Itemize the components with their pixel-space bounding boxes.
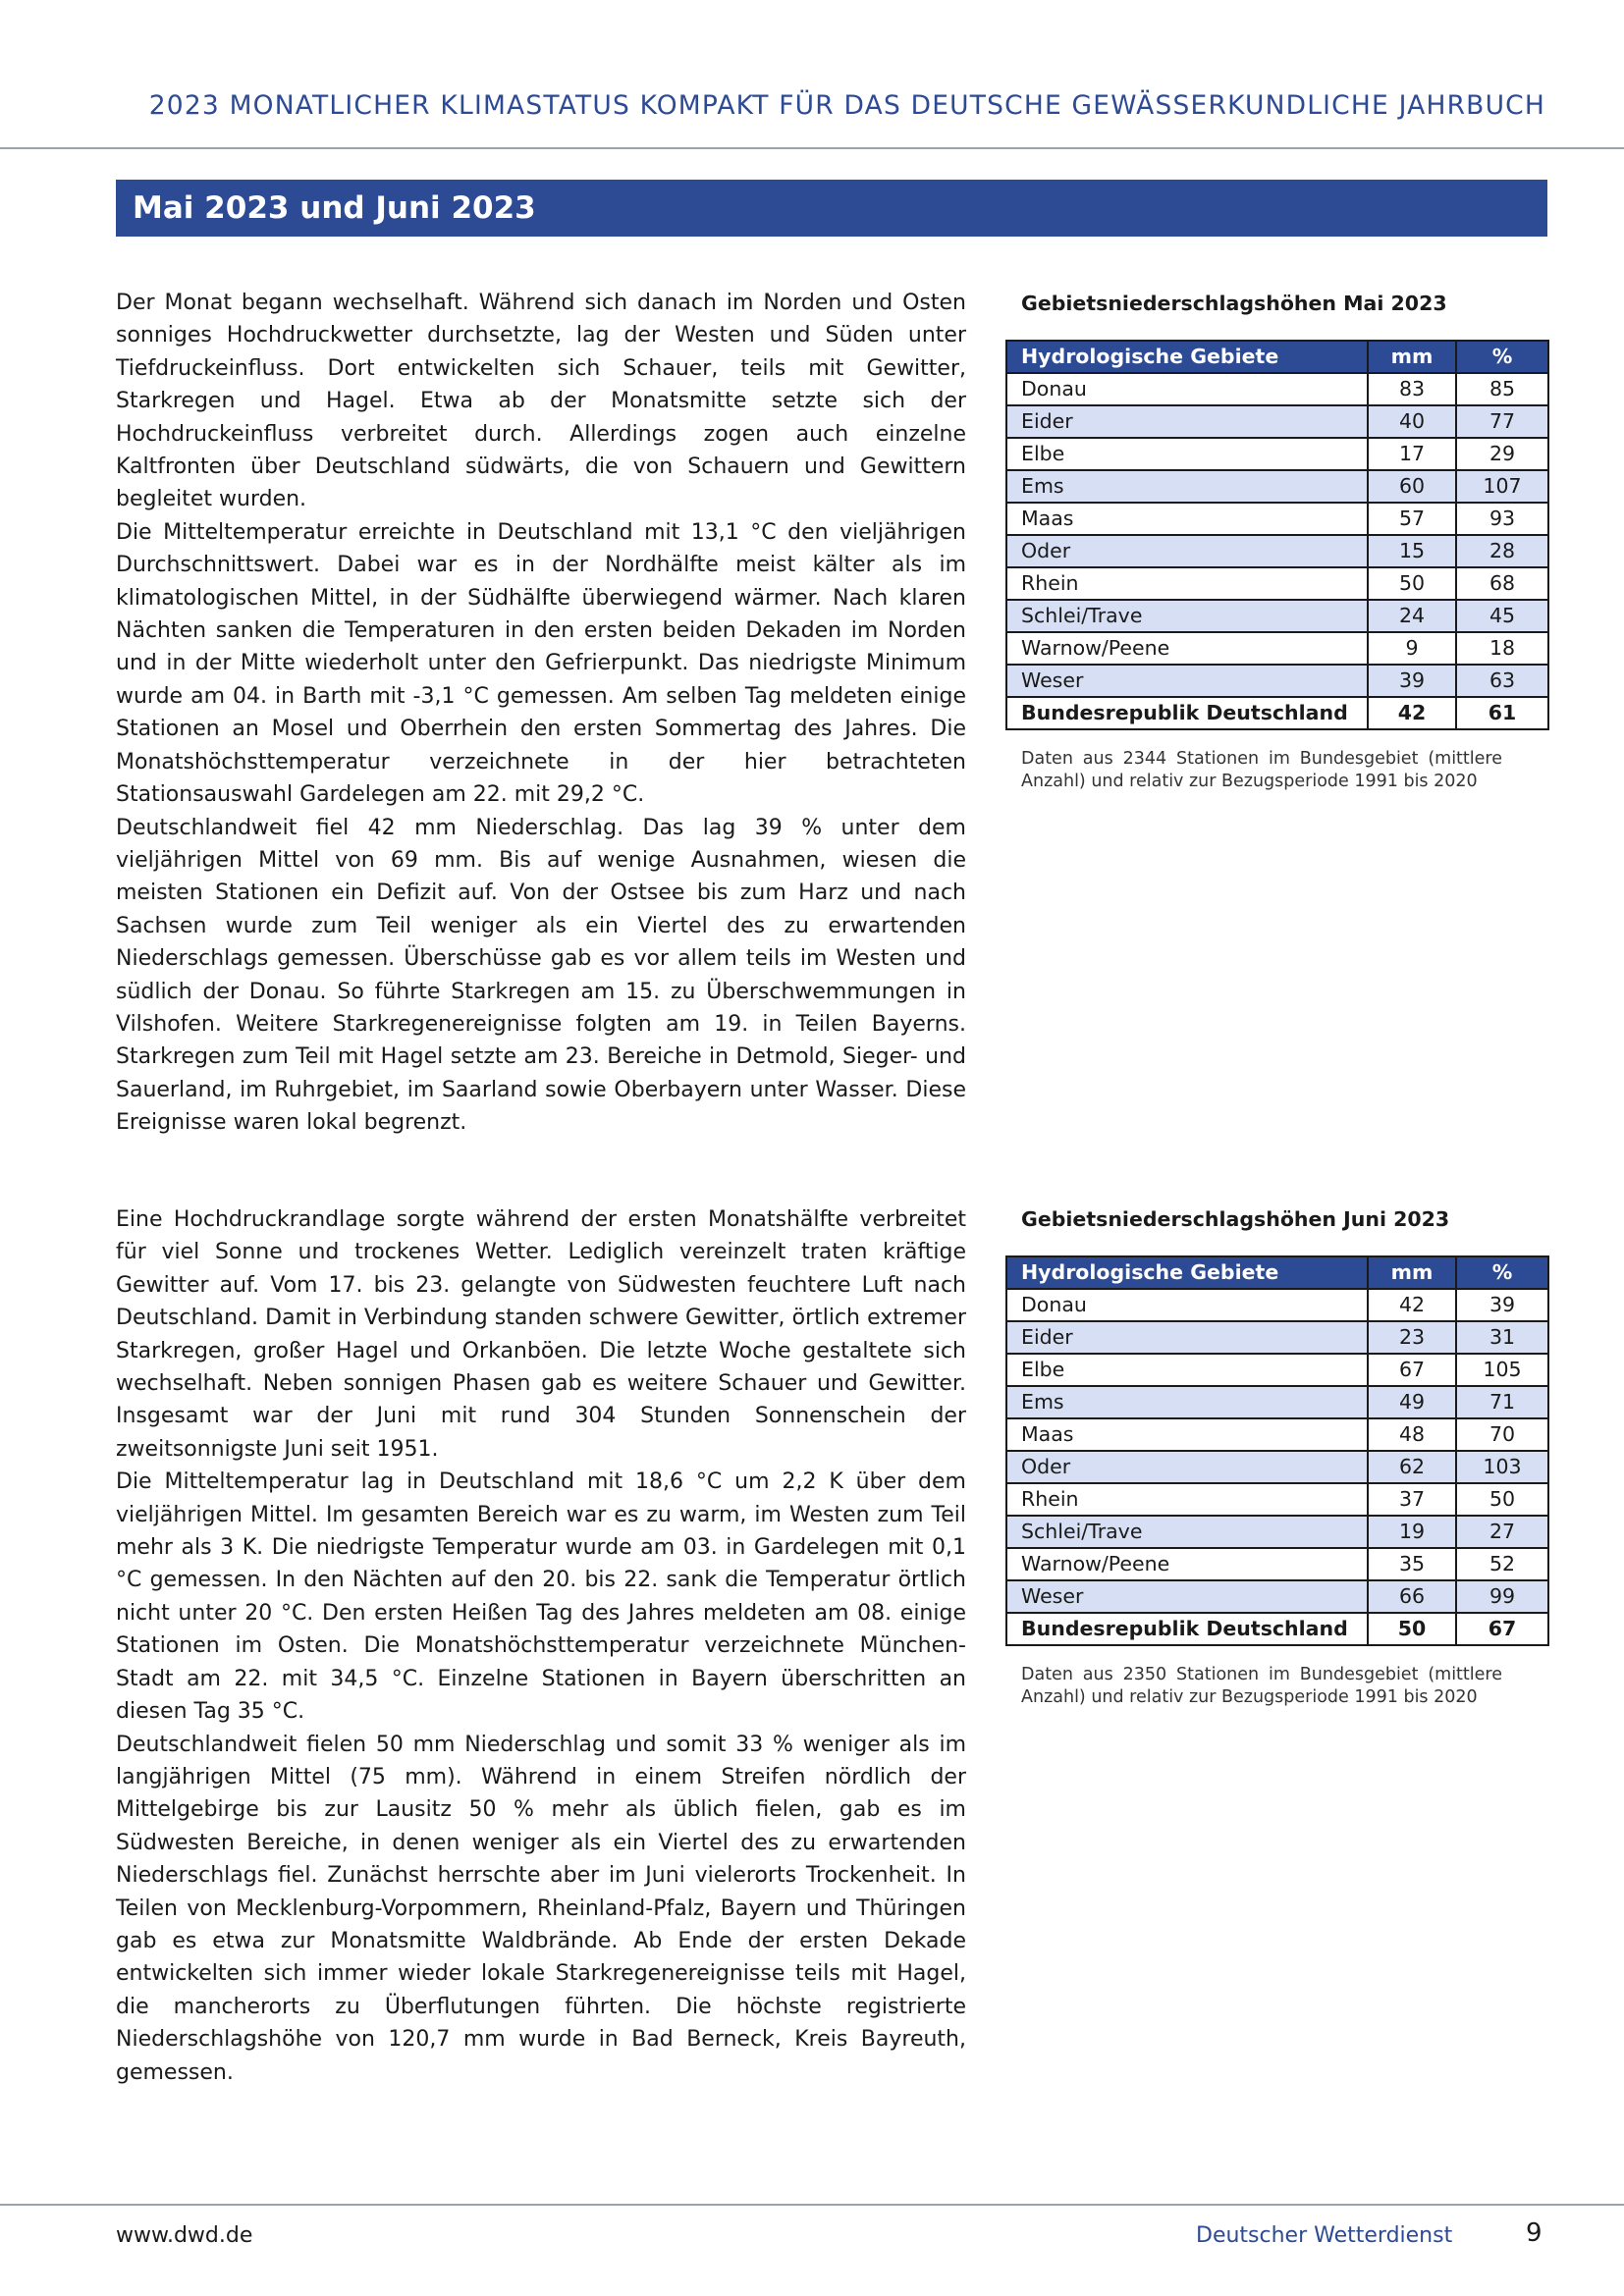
table-row <box>1006 405 1548 438</box>
value-mm: 66 <box>1368 1580 1456 1613</box>
value-percent: 50 <box>1456 1483 1548 1516</box>
area-name: Warnow/Peene <box>1006 1548 1368 1580</box>
table-row <box>1006 438 1548 470</box>
area-name: Weser <box>1006 665 1368 697</box>
area-name: Eider <box>1006 1321 1368 1354</box>
table-row <box>1006 503 1548 535</box>
value-mm: 48 <box>1368 1418 1456 1451</box>
area-name: Warnow/Peene <box>1006 632 1368 665</box>
value-mm: 67 <box>1368 1354 1456 1386</box>
value-mm: 83 <box>1368 373 1456 405</box>
mai-table-note: Daten aus 2344 Stationen im Bundesgebiet (mittlere Anzahl) und relativ zur Bezugsperiode 1991 bis 2020 <box>1021 749 1502 791</box>
mai-paragraph-temperature: Die Mitteltemperatur erreichte in Deutschland mit 13,1 °C den vieljährigen Durchschnittswert. Dabei war es in der Nordhälfte meist kälter als im klimatologischen Mittel, in der Südhälfte überwiegend wärmer. Nach klaren Nächten sanken die Temperaturen in den ersten beiden Dekaden im Norden und in der Mitte wiederholt unter den Gefrierpunkt. Das niedrigste Minimum wurde am 04. in Barth mit -3,1 °C gemessen. Am selben Tag meldeten einige Stationen an Mosel und Oberrhein den ersten Sommertag des Jahres. Die Monatshöchsttemperatur verzeichnete in der hier betrachteten Stationsauswahl Gardelegen am 22. mit 29,2 °C. <box>116 519 966 808</box>
value-mm: 62 <box>1368 1451 1456 1483</box>
table-row <box>1006 1548 1548 1580</box>
juni-paragraph-temperature: Die Mitteltemperatur lag in Deutschland mit 18,6 °C um 2,2 K über dem vieljährigen Mittel. Im gesamten Bereich war es zu warm, im Westen zum Teil mehr als 3 K. Die niedrigste Temperatur wurde am 03. in Gardelegen mit 0,1 °C gemessen. In den Nächten auf den 20. bis 22. sank die Temperatur örtlich nicht unter 20 °C. Den ersten Heißen Tag des Jahres meldeten am 08. einige Stationen im Osten. Die Monatshöchsttemperatur verzeichnete München-Stadt am 22. mit 34,5 °C. Einzelne Stationen in Bayern überschritten an diesen Tag 35 °C. <box>116 1469 966 1725</box>
area-name: Oder <box>1006 1451 1368 1483</box>
area-name: Maas <box>1006 503 1368 535</box>
value-percent: 45 <box>1456 600 1548 632</box>
juni-precipitation-table <box>1005 1255 1549 1646</box>
value-percent: 93 <box>1456 503 1548 535</box>
section-title: Mai 2023 und Juni 2023 <box>133 190 536 226</box>
area-name: Donau <box>1006 373 1368 405</box>
area-name: Schlei/Trave <box>1006 1516 1368 1548</box>
mai-paragraph-precipitation: Deutschlandweit fiel 42 mm Niederschlag. Das lag 39 % unter dem vieljährigen Mittel von 69 mm. Bis auf wenige Ausnahmen, wiesen die meisten Stationen ein Defizit auf. Von der Ostsee bis zum Harz und nach Sachsen wurde zum Teil weniger als ein Viertel des zu erwartenden Niederschlags gemessen. Überschüsse gab es vor allem teils im Westen und südlich der Donau. So führte Starkregen am 15. zu Überschwemmungen in Vilshofen. Weitere Starkregenereignisse folgten am 19. in Teilen Bayerns. Starkregen zum Teil mit Hagel setzte am 23. Bereiche in Detmold, Sieger- und Sauerland, im Ruhrgebiet, im Saarland sowie Oberbayern unter Wasser. Diese Ereignisse waren lokal begrenzt. <box>116 815 966 1136</box>
column-header-percent: % <box>1456 1256 1548 1289</box>
table-header-row <box>1006 341 1548 373</box>
area-name: Elbe <box>1006 438 1368 470</box>
column-header-area: Hydrologische Gebiete <box>1006 1256 1368 1289</box>
value-percent: 29 <box>1456 438 1548 470</box>
value-percent: 99 <box>1456 1580 1548 1613</box>
footer-divider <box>0 2204 1624 2206</box>
value-percent: 18 <box>1456 632 1548 665</box>
table-row <box>1006 1451 1548 1483</box>
total-value-percent: 61 <box>1456 697 1548 729</box>
value-percent: 31 <box>1456 1321 1548 1354</box>
area-name: Maas <box>1006 1418 1368 1451</box>
table-row <box>1006 1418 1548 1451</box>
value-percent: 71 <box>1456 1386 1548 1418</box>
value-percent: 105 <box>1456 1354 1548 1386</box>
value-percent: 103 <box>1456 1451 1548 1483</box>
juni-table-caption: Gebietsniederschlagshöhen Juni 2023 <box>1021 1207 1450 1231</box>
mai-precipitation-table <box>1005 340 1549 730</box>
value-mm: 42 <box>1368 1289 1456 1321</box>
value-mm: 57 <box>1368 503 1456 535</box>
value-percent: 28 <box>1456 535 1548 567</box>
juni-paragraph-weather: Eine Hochdruckrandlage sorgte während der ersten Monatshälfte verbreitet für viel Sonne und trockenes Wetter. Lediglich vereinzelt traten kräftige Gewitter auf. Vom 17. bis 23. gelangte von Südwesten feuchtere Luft nach Deutschland. Damit in Verbindung standen schwere Gewitter, örtlich extremer Starkregen, großer Hagel und Orkanböen. Die letzte Woche gestaltete sich wechselhaft. Neben sonnigen Phasen gab es weitere Schauer und Gewitter. Insgesamt war der Juni mit rund 304 Stunden Sonnenschein der zweitsonnigste Juni seit 1951. <box>116 1207 966 1462</box>
table-row <box>1006 1289 1548 1321</box>
table-row <box>1006 632 1548 665</box>
table-row <box>1006 470 1548 503</box>
column-header-percent: % <box>1456 341 1548 373</box>
area-name: Ems <box>1006 1386 1368 1418</box>
value-mm: 15 <box>1368 535 1456 567</box>
total-area-name: Bundesrepublik Deutschland <box>1006 697 1368 729</box>
value-mm: 35 <box>1368 1548 1456 1580</box>
total-value-mm: 42 <box>1368 697 1456 729</box>
value-percent: 77 <box>1456 405 1548 438</box>
page-number: 9 <box>1526 2218 1543 2248</box>
table-total-row <box>1006 697 1548 729</box>
table-row <box>1006 1580 1548 1613</box>
total-value-mm: 50 <box>1368 1613 1456 1645</box>
total-area-name: Bundesrepublik Deutschland <box>1006 1613 1368 1645</box>
value-mm: 9 <box>1368 632 1456 665</box>
header-divider <box>0 147 1624 149</box>
mai-table-caption: Gebietsniederschlagshöhen Mai 2023 <box>1021 292 1447 315</box>
table-row <box>1006 535 1548 567</box>
table-row <box>1006 1321 1548 1354</box>
table-row <box>1006 567 1548 600</box>
value-percent: 85 <box>1456 373 1548 405</box>
mai-paragraph-weather: Der Monat begann wechselhaft. Während sich danach im Norden und Osten sonniges Hochdruckwetter durchsetzte, lag der Westen und Süden unter Tiefdruckeinfluss. Dort entwickelten sich Schauer, teils mit Gewitter, Starkregen und Hagel. Etwa ab der Monatsmitte setzte sich der Hochdruckeinfluss verbreitet durch. Allerdings zogen auch einzelne Kaltfronten über Deutschland südwärts, die von Schauern und Gewittern begleitet wurden. <box>116 291 966 512</box>
area-name: Elbe <box>1006 1354 1368 1386</box>
table-row <box>1006 600 1548 632</box>
value-percent: 52 <box>1456 1548 1548 1580</box>
value-mm: 40 <box>1368 405 1456 438</box>
juni-paragraph-precipitation: Deutschlandweit fielen 50 mm Niederschlag und somit 33 % weniger als im langjährigen Mittel (75 mm). Während in einem Streifen nördlich der Mittelgebirge bis zur Lausitz 50 % mehr als üblich fielen, gab es im Südwesten Bereiche, in denen weniger als ein Viertel des zu erwartenden Niederschlags fiel. Zunächst herrschte aber im Juni vielerorts Trockenheit. In Teilen von Mecklenburg-Vorpommern, Rheinland-Pfalz, Bayern und Thüringen gab es etwa zur Monatsmitte Waldbrände. Ab Ende der ersten Dekade entwickelten sich immer wieder lokale Starkregenereignisse teils mit Hagel, die mancherorts zu Überflutungen führten. Die höchste registrierte Niederschlagshöhe von 120,7 mm wurde in Bad Berneck, Kreis Bayreuth, gemessen. <box>116 1732 966 2085</box>
table-row <box>1006 1516 1548 1548</box>
column-header-area: Hydrologische Gebiete <box>1006 341 1368 373</box>
area-name: Eider <box>1006 405 1368 438</box>
area-name: Schlei/Trave <box>1006 600 1368 632</box>
value-mm: 17 <box>1368 438 1456 470</box>
value-percent: 63 <box>1456 665 1548 697</box>
area-name: Weser <box>1006 1580 1368 1613</box>
value-mm: 24 <box>1368 600 1456 632</box>
header-title: 2023 MONATLICHER KLIMASTATUS KOMPAKT FÜR DAS DEUTSCHE GEWÄSSERKUNDLICHE JAHRBUCH <box>148 90 1545 121</box>
value-mm: 39 <box>1368 665 1456 697</box>
table-row <box>1006 373 1548 405</box>
table-header-row <box>1006 1256 1548 1289</box>
table-total-row <box>1006 1613 1548 1645</box>
area-name: Ems <box>1006 470 1368 503</box>
section-title-bar <box>116 180 1547 237</box>
value-mm: 37 <box>1368 1483 1456 1516</box>
footer-url: www.dwd.de <box>116 2223 253 2248</box>
area-name: Donau <box>1006 1289 1368 1321</box>
area-name: Rhein <box>1006 1483 1368 1516</box>
value-percent: 107 <box>1456 470 1548 503</box>
value-percent: 68 <box>1456 567 1548 600</box>
value-mm: 23 <box>1368 1321 1456 1354</box>
table-row <box>1006 1386 1548 1418</box>
juni-table-note: Daten aus 2350 Stationen im Bundesgebiet (mittlere Anzahl) und relativ zur Bezugsperiode 1991 bis 2020 <box>1021 1665 1502 1707</box>
value-mm: 19 <box>1368 1516 1456 1548</box>
mai-text <box>116 287 966 1140</box>
value-mm: 49 <box>1368 1386 1456 1418</box>
column-header-mm: mm <box>1368 1256 1456 1289</box>
mai-precipitation-table-block <box>1005 291 1547 793</box>
value-percent: 27 <box>1456 1516 1548 1548</box>
value-percent: 39 <box>1456 1289 1548 1321</box>
juni-precipitation-table-block <box>1005 1206 1547 1709</box>
table-row <box>1006 1354 1548 1386</box>
total-value-percent: 67 <box>1456 1613 1548 1645</box>
area-name: Oder <box>1006 535 1368 567</box>
value-mm: 50 <box>1368 567 1456 600</box>
area-name: Rhein <box>1006 567 1368 600</box>
footer-publisher: Deutscher Wetterdienst <box>1196 2223 1453 2248</box>
juni-text <box>116 1203 966 2089</box>
value-percent: 70 <box>1456 1418 1548 1451</box>
table-row <box>1006 1483 1548 1516</box>
column-header-mm: mm <box>1368 341 1456 373</box>
value-mm: 60 <box>1368 470 1456 503</box>
table-row <box>1006 665 1548 697</box>
